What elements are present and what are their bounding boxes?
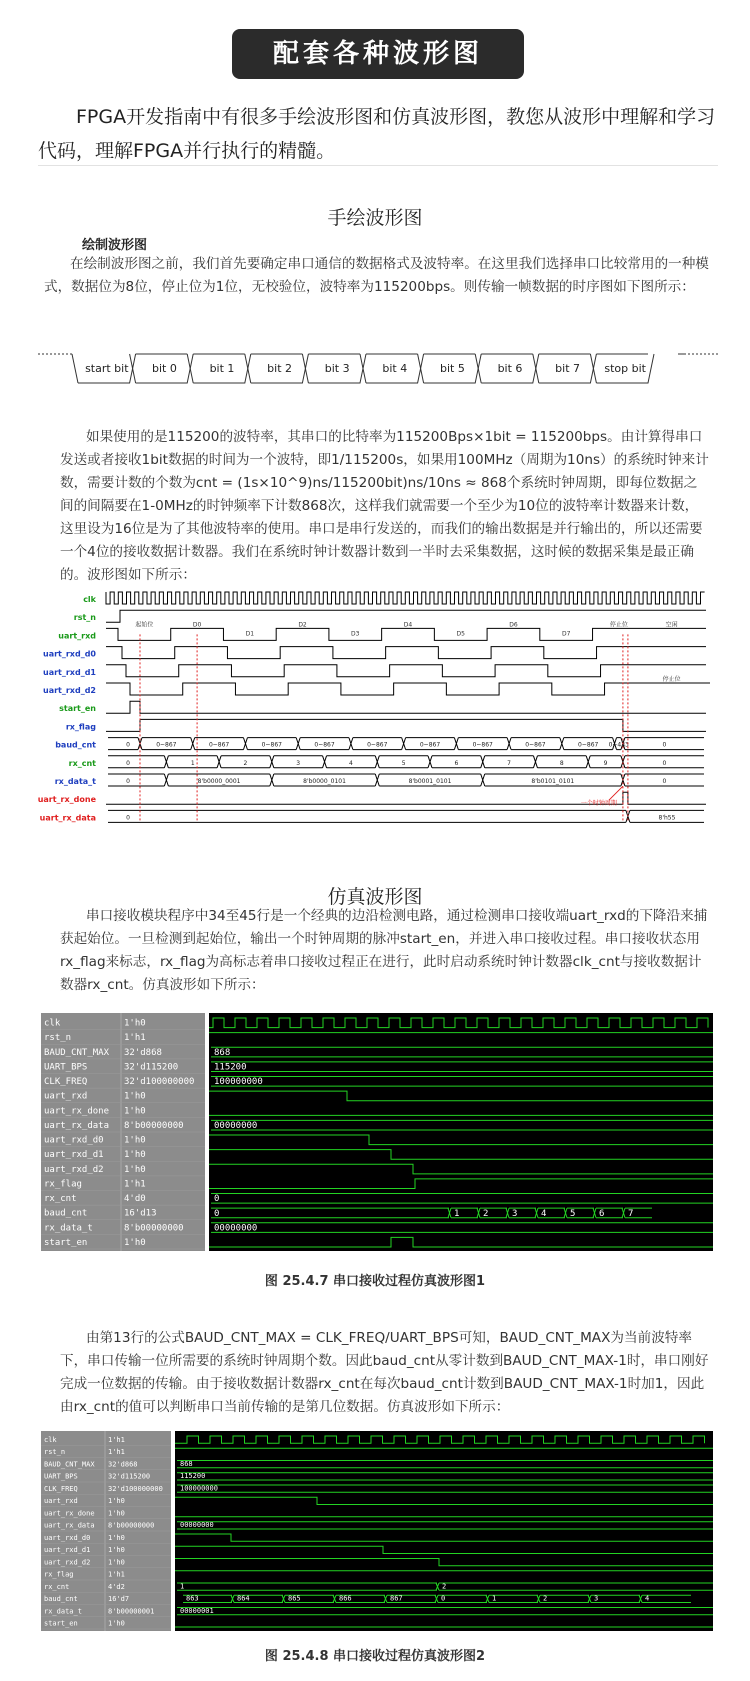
signal-name: UART_BPS — [44, 1062, 88, 1073]
rx-cnt-bus-label: 1 — [190, 759, 195, 767]
baud-cnt-bus-label: 1 — [454, 1208, 460, 1219]
rxd-d2-wave — [106, 683, 710, 695]
uart-frame-diagram — [38, 345, 718, 391]
data-bit-note: D4 — [403, 621, 413, 629]
signal-name: rx_flag — [44, 1179, 82, 1190]
uart-bps-bus-label: 115200 — [180, 1472, 206, 1480]
divider — [38, 165, 718, 166]
frame-bit-label: bit 4 — [382, 362, 408, 375]
section-title-sim: 仿真波形图 — [327, 886, 423, 908]
signal-value: 1'h1 — [108, 1435, 125, 1444]
baud-cnt-bus-label: 0 — [441, 1594, 446, 1603]
signal-name: clk — [44, 1018, 61, 1029]
signal-value: 32'd100000000 — [124, 1077, 195, 1088]
rx-cnt-bus-label: 0 — [662, 759, 667, 767]
signal-value: 1'h0 — [124, 1135, 146, 1146]
rx-data-t-bus-edge — [481, 774, 485, 786]
baud-cnt-bus-edge — [349, 738, 353, 750]
rx-cnt-bus-edge — [586, 756, 590, 768]
idle-note: 空闲 — [665, 621, 678, 629]
rx-cnt-bus — [108, 756, 164, 768]
baud-cnt-bus-label: 0~867 — [472, 741, 493, 749]
signal-value: 1'h0 — [108, 1558, 125, 1567]
clk-freq-bus-label: 100000000 — [180, 1484, 218, 1493]
signal-name: uart_rx_done — [44, 1509, 95, 1518]
signal-name: uart_rxd_d2 — [44, 1164, 104, 1175]
rx-flag-wave — [106, 719, 706, 731]
baud-cnt-bus-label: 0 — [662, 741, 667, 749]
rx-data-t-bus — [108, 774, 164, 786]
signal-value: 1'h1 — [108, 1570, 125, 1579]
signal-name: baud_cnt — [44, 1595, 78, 1604]
baud-cnt-bus-edge — [454, 738, 458, 750]
baud-cnt-bus-label: 867 — [390, 1594, 403, 1603]
baud-cnt-bus-edge — [560, 738, 564, 750]
signal-value: 16'd7 — [108, 1595, 130, 1604]
signal-value: 1'h0 — [108, 1619, 125, 1628]
frame-bit-label: bit 7 — [555, 362, 581, 375]
start-en-wave — [106, 701, 706, 713]
rst-wave — [106, 610, 706, 622]
hand-signal-name: baud_cnt — [55, 740, 96, 750]
hand-signal-name: uart_rx_done — [37, 795, 96, 805]
baud-cnt-bus-label: 864 — [237, 1594, 250, 1603]
signal-name: start_en — [44, 1619, 78, 1628]
baud-cnt-bus-edge — [191, 738, 195, 750]
rx-data-t-bus-label: 8'b0000_0001 — [197, 778, 241, 785]
uart-rxd-wave — [106, 628, 706, 640]
uart-rx-data-bus — [108, 810, 626, 822]
baud-cnt-bus-label: 4 — [645, 1594, 650, 1603]
signal-value: 1'h0 — [108, 1509, 125, 1518]
signal-name: rst_n — [44, 1033, 72, 1044]
page-banner: 配套各种波形图 — [232, 29, 524, 79]
hand-signal-name: uart_rxd_d0 — [43, 649, 96, 659]
wave-panel — [209, 1013, 713, 1251]
baud-cnt-bus-label: 2 — [543, 1594, 548, 1603]
frame-bit-label: bit 3 — [324, 362, 350, 375]
signal-name: uart_rx_data — [44, 1521, 95, 1530]
hand-drawn-waveform — [37, 590, 708, 852]
signal-value: 32'd115200 — [124, 1062, 179, 1073]
hand-signal-name: uart_rx_data — [39, 813, 96, 823]
signal-value: 32'd868 — [124, 1047, 162, 1058]
sim-para-1: 串口接收模块程序中34至45行是一个经典的边沿检测电路，通过检测串口接收端uart_rxd的下降沿来捕获起始位。一旦检测到起始位，输出一个时钟周期的脉冲start_en，并进入串口接收过程。串口接收状态用rx_flag来标志，rx_flag为高标志着串口接收过程正在进行，此时启动系统时钟计数器clk_cnt与接收数据计数器rx_cnt。仿真波形如下所示： — [60, 908, 708, 993]
baud-cnt-bus-label: 865 — [288, 1594, 301, 1603]
baud-cnt-bus-edge — [243, 738, 247, 750]
signal-value: 32'd868 — [108, 1460, 138, 1469]
rx-data-t-bus-label: 8'b0101_0101 — [531, 778, 575, 785]
baud-cnt-bus-label: 2 — [483, 1208, 489, 1219]
signal-value: 1'h0 — [124, 1091, 146, 1102]
signal-name: baud_cnt — [44, 1208, 88, 1219]
rx-cnt-bus-label: 2 — [442, 1582, 447, 1591]
rx-data-t-bus-label: 8'b0001_0101 — [408, 778, 452, 785]
intro-text: FPGA开发指南中有很多手绘波形图和仿真波形图，教您从波形中理解和学习代码，理解FPGA并行执行的精髓。 — [38, 106, 716, 162]
sim-para-2: 由第13行的公式BAUD_CNT_MAX = CLK_FREQ/UART_BPS可知，BAUD_CNT_MAX为当前波特率下，串口传输一位所需要的系统时钟周期个数。因此baud_cnt从零计数到BAUD_CNT_MAX-1时，串口刚好完成一位数据的传输。由于接收数据计数器rx_cnt在每次baud_cnt计数到BAUD_CNT_MAX-1时加1，因此由rx_cnt的值可以判断串口当前传输的是第几位数据。仿真波形如下所示： — [60, 1330, 709, 1415]
signal-name: BAUD_CNT_MAX — [44, 1047, 110, 1058]
signal-value: 1'h1 — [124, 1179, 146, 1190]
rx-cnt-bus-label: 0 — [126, 759, 130, 767]
signal-name: rx_cnt — [44, 1194, 77, 1205]
rx-cnt-bus-label: 5 — [401, 759, 406, 767]
baud-cnt-bus-label: 866 — [339, 1594, 352, 1603]
rx-data-t-bus-edge — [375, 774, 379, 786]
baud-cnt-bus-label: 3 — [594, 1594, 599, 1603]
frame-bit-label: bit 2 — [267, 362, 293, 375]
signal-value: 8'b00000001 — [108, 1607, 155, 1616]
signal-name: rst_n — [44, 1448, 66, 1457]
signal-value: 1'h0 — [124, 1237, 146, 1248]
signal-name: uart_rxd — [44, 1497, 78, 1506]
caption-2: 图 25.4.8 串口接收过程仿真波形图2 — [264, 1649, 486, 1664]
start-bit-note: 起始位 — [135, 621, 154, 629]
rx-cnt-bus-edge — [217, 756, 221, 768]
baud-max-bus-label: 868 — [180, 1459, 193, 1468]
data-bit-note: D3 — [351, 630, 360, 638]
baud-cnt-bus-edge — [507, 738, 511, 750]
hand-signal-name: uart_rxd_d1 — [43, 667, 96, 677]
signal-name: uart_rxd_d1 — [44, 1546, 91, 1555]
hand-signal-name: rst_n — [73, 613, 96, 623]
rx-cnt-bus-label: 3 — [296, 759, 301, 767]
signal-value: 8'b00000000 — [124, 1120, 184, 1131]
signal-value: 1'h0 — [124, 1018, 146, 1029]
frame-bit-label: bit 5 — [439, 362, 465, 375]
data-bit-note: D5 — [456, 630, 465, 638]
signal-name: BAUD_CNT_MAX — [44, 1460, 95, 1469]
rx-data-t-bus-label: 8'b0000_0101 — [303, 778, 346, 785]
uart-rx-data-bus-label: 00000000 — [180, 1521, 214, 1529]
signal-value: 32'd100000000 — [108, 1484, 163, 1493]
signal-value: 1'h0 — [124, 1164, 146, 1175]
hand-para-1: 在绘制波形图之前，我们首先要确定串口通信的数据格式及波特率。在这里我们选择串口比较常用的一种模式，数据位为8位，停止位为1位，无校验位，波特率为115200bps。则传输一帧数据的时序图如下图所示： — [44, 256, 709, 295]
signal-name: rx_cnt — [44, 1582, 70, 1591]
baud-cnt-bus-label: 0~867 — [208, 741, 230, 749]
rx-cnt-bus-edge — [481, 756, 485, 768]
baud-cnt-bus-label: 0~433 — [608, 741, 629, 749]
rxd-d1-wave — [106, 665, 706, 677]
hand-signal-name: rx_cnt — [68, 758, 96, 768]
signal-name: uart_rxd_d0 — [44, 1533, 91, 1542]
clk-freq-bus-label: 100000000 — [214, 1077, 263, 1088]
signal-name: UART_BPS — [44, 1472, 78, 1481]
data-bit-note: D1 — [245, 630, 255, 638]
baud-cnt-bus-label: 0 — [126, 741, 130, 749]
signal-value: 8'b00000000 — [108, 1521, 155, 1530]
signal-name: uart_rxd_d0 — [44, 1135, 104, 1146]
rx-cnt-bus-label: 9 — [603, 759, 608, 767]
signal-value: 1'h1 — [124, 1033, 146, 1044]
uart-bps-bus-label: 115200 — [214, 1062, 247, 1073]
rx-cnt-bus-edge — [164, 756, 168, 768]
baud-cnt-bus-label: 0~867 — [578, 741, 599, 749]
rx-cnt-bus-edge — [270, 756, 274, 768]
hand-signal-name: clk — [83, 595, 96, 604]
frame-bit-label: bit 0 — [151, 362, 177, 375]
signal-value: 4'd2 — [108, 1582, 125, 1591]
signal-name: rx_flag — [44, 1570, 74, 1579]
signal-value: 1'h0 — [124, 1150, 146, 1161]
data-bit-note: D7 — [561, 630, 571, 638]
baud-max-bus-label: 868 — [214, 1047, 231, 1058]
baud-cnt-bus-label: 6 — [599, 1208, 605, 1219]
rx-cnt-bus-edge — [323, 756, 327, 768]
baud-cnt-bus-label: 0~867 — [419, 741, 441, 749]
uart-rx-data-bus-label: 0 — [126, 814, 130, 822]
uart-rx-data-bus-label: 00000000 — [214, 1121, 258, 1131]
signal-name: uart_rx_data — [44, 1120, 110, 1131]
signal-name: rx_data_t — [44, 1223, 93, 1234]
frame-bit-label: bit 1 — [209, 362, 235, 375]
signal-value: 16'd13 — [124, 1208, 157, 1219]
signal-name: CLK_FREQ — [44, 1077, 88, 1088]
rx-cnt-bus-edge — [375, 756, 379, 768]
rx-data-t-bus-edge — [164, 774, 168, 786]
baud-cnt-bus-label: 0~867 — [314, 741, 335, 749]
baud-cnt-bus — [108, 738, 138, 750]
baud-cnt-bus-label: 0~867 — [261, 741, 282, 749]
rx-cnt-bus-label: 1 — [180, 1582, 185, 1591]
rx-cnt-bus-label: 2 — [243, 759, 248, 767]
hand-signal-name: rx_flag — [65, 722, 96, 732]
baud-cnt-bus-label: 0~867 — [525, 741, 546, 749]
hand-para-2: 如果使用的是115200的波特率，其串口的比特率为115200Bps×1bit = 115200bps。由计算得串口发送或者接收1bit数据的时间为一个波特，即1/115200s，如果用100MHz（周期为10ns）的系统时钟来计数，需要计数的个数为cnt = (1s×10^9)ns/115200bit)ns/10ns ≈ 868个系统时钟周期，即每位数据之间的间隔要在1-0MHz的时钟频率下计数868次，这样我们就需要一个至少为10位的波特率计数器来计数，这里设为16位是为了其他波特率的使用。串口是串行发送的，而我们的输出数据是并行输出的，所以还需要一个4位的接收数据计数器。我们在系统时钟计数器计数到一半时去采集数据，这时候的数据采集是最正确的。波形图如下所示： — [60, 429, 709, 583]
data-bit-note: D2 — [298, 621, 307, 629]
frame-bit-label: start bit — [85, 362, 129, 375]
signal-name: uart_rx_done — [44, 1106, 110, 1117]
rx-data-t-bus-label: 0 — [662, 778, 667, 785]
data-bit-note: D6 — [509, 621, 518, 629]
baud-cnt-bus-label: 863 — [186, 1594, 199, 1603]
signal-name: clk — [44, 1435, 57, 1444]
baud-cnt-bus-edge — [402, 738, 406, 750]
baud-cnt-bus-label: 5 — [570, 1208, 576, 1219]
stop-bit-note: 停止位 — [609, 621, 628, 629]
baud-cnt-bus-edge — [296, 738, 300, 750]
rx-cnt-bus-edge — [621, 756, 625, 768]
rx-cnt-bus-label: 4 — [348, 759, 353, 767]
rxd-d0-wave — [106, 647, 706, 659]
subsection-title: 绘制波形图 — [82, 238, 148, 253]
sim-waveform-1 — [41, 1013, 713, 1251]
rx-data-t-bus-edge — [270, 774, 274, 786]
rx-data-t-bus-label: 00000000 — [214, 1223, 258, 1234]
signal-value: 1'h1 — [108, 1448, 125, 1457]
hand-signal-name: uart_rxd — [58, 631, 96, 641]
hand-signal-name: uart_rxd_d2 — [43, 686, 96, 695]
signal-value: 1'h0 — [108, 1497, 125, 1506]
hand-signal-name: start_en — [59, 704, 96, 714]
baud-cnt-bus-label: 7 — [628, 1208, 634, 1219]
baud-cnt-bus-label: 1 — [492, 1594, 497, 1603]
section-title-hand: 手绘波形图 — [327, 207, 423, 229]
frame-bit-label: stop bit — [604, 362, 647, 375]
rx-cnt-bus-label: 7 — [507, 759, 512, 767]
hand-signal-name: rx_data_t — [54, 777, 96, 786]
signal-value: 1'h0 — [108, 1533, 125, 1542]
data-bit-note: D0 — [192, 621, 202, 629]
baud-cnt-bus-label: 0~867 — [156, 741, 177, 749]
signal-name: rx_data_t — [44, 1607, 82, 1616]
rx-data-t-bus-label: 00000001 — [180, 1606, 214, 1615]
clk-wave — [106, 592, 705, 604]
done-note: 一个时钟周期 — [580, 800, 617, 808]
signal-value: 32'd115200 — [108, 1472, 151, 1481]
sim-waveform-2 — [41, 1431, 713, 1631]
baud-cnt-bus-label: 0~867 — [367, 741, 388, 749]
signal-name: uart_rxd — [44, 1091, 88, 1102]
signal-value: 1'h0 — [108, 1546, 125, 1555]
rx-cnt-bus-label: 8 — [559, 759, 564, 767]
signal-value: 8'b00000000 — [124, 1223, 184, 1234]
signal-value: 4'd0 — [124, 1194, 146, 1205]
frame-bit-label: bit 6 — [497, 362, 523, 375]
stop-bit-note-2: 停止位 — [662, 676, 681, 683]
rx-cnt-bus-edge — [428, 756, 432, 768]
signal-name: uart_rxd_d2 — [44, 1558, 91, 1567]
uart-rx-data-bus-label: 8'h55 — [658, 814, 676, 822]
done-arrow — [609, 786, 623, 800]
caption-1: 图 25.4.7 串口接收过程仿真波形图1 — [264, 1274, 486, 1289]
rx-data-t-bus-label: 0 — [126, 778, 130, 785]
signal-name: CLK_FREQ — [44, 1484, 78, 1493]
rx-cnt-bus-label: 0 — [214, 1194, 220, 1205]
baud-cnt-bus-label: 4 — [541, 1208, 547, 1219]
baud-cnt-bus-label: 3 — [512, 1208, 518, 1219]
signal-name: start_en — [44, 1237, 88, 1248]
rx-cnt-bus-label: 6 — [454, 759, 459, 767]
signal-value: 1'h0 — [124, 1106, 146, 1117]
baud-cnt-bus-label: 0 — [214, 1208, 220, 1219]
rx-cnt-bus-edge — [533, 756, 537, 768]
signal-name: uart_rxd_d1 — [44, 1150, 104, 1161]
